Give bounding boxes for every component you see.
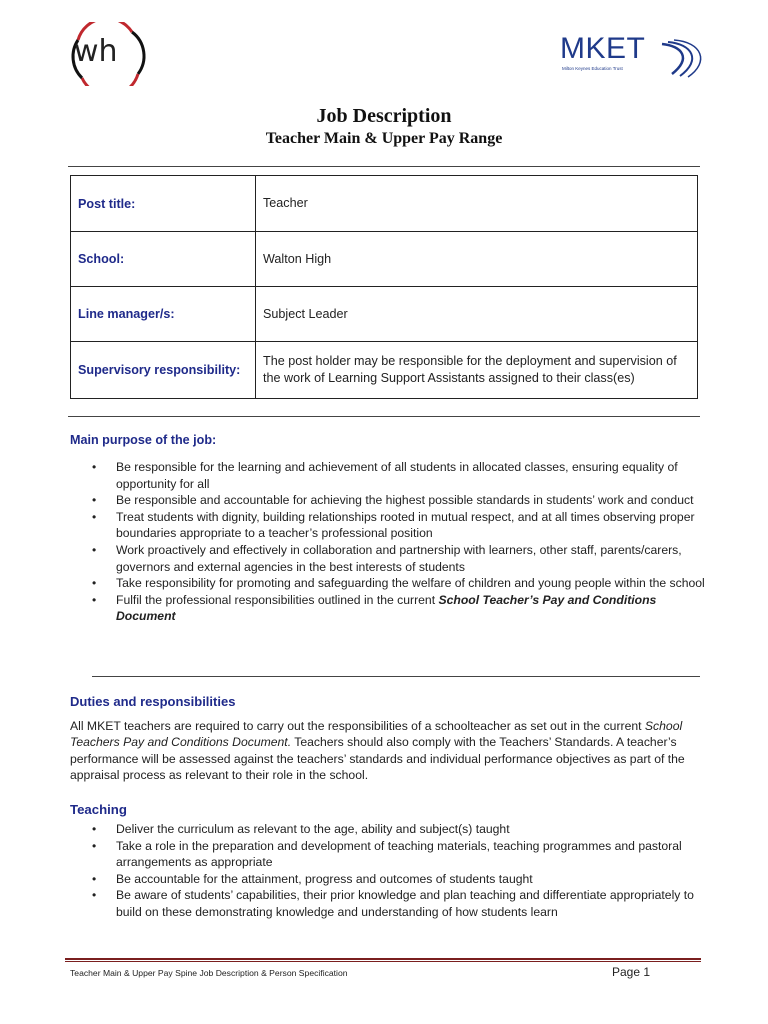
- page-number: Page 1: [612, 965, 651, 979]
- list-item: • Be aware of students’ capabilities, their prior knowledge and plan teaching and differentiate appropriately to build on these demonstrating knowledge and understanding of how students learn: [70, 887, 710, 920]
- list-item: • Deliver the curriculum as relevant to the age, ability and subject(s) taught: [70, 821, 710, 838]
- page-title: Job Description: [316, 105, 452, 127]
- teaching-list: [70, 821, 710, 921]
- page-subtitle: Teacher Main & Upper Pay Range: [265, 130, 503, 147]
- duties-heading: Duties and responsibilities: [70, 694, 236, 709]
- school-label: School:: [71, 232, 256, 287]
- main-purpose-heading: Main purpose of the job:: [70, 433, 217, 447]
- supervisory-value: The post holder may be responsible for the deployment and supervision of the work of Learning Support Assistants assigned to their class(es): [256, 342, 698, 399]
- logo-left-text: wh: [74, 34, 118, 69]
- duties-text-2: Teachers should also comply with the Teachers’ Standards. A teacher’s performance will be assessed against the teachers’ standards and individual performance objectives as part of the appraisal process as relevant to their role in the school.: [70, 735, 685, 782]
- main-purpose-list: [70, 459, 710, 625]
- list-item: • Take a role in the preparation and development of teaching materials, teaching programmes and pastoral arrangements as appropriate: [70, 838, 710, 871]
- table-row: [71, 232, 698, 287]
- walton-high-logo: [68, 22, 150, 86]
- mket-swoosh-icon: [652, 36, 712, 78]
- list-item: • Be accountable for the attainment, progress and outcomes of students taught: [70, 871, 710, 888]
- mket-logo: [560, 32, 710, 82]
- line-manager-label: Line manager/s:: [71, 287, 256, 342]
- duties-paragraph: [70, 718, 700, 783]
- table-divider: [68, 416, 700, 417]
- table-row: [71, 342, 698, 399]
- supervisory-label: Supervisory responsibility:: [71, 342, 256, 399]
- job-info-table: [70, 175, 698, 399]
- teaching-heading: Teaching: [70, 802, 127, 817]
- post-title-value: Teacher: [256, 176, 698, 232]
- list-item: • Work proactively and effectively in collaboration and partnership with learners, other staff, parents/carers, governors and external agencies in the best interests of students: [70, 542, 710, 575]
- post-title-label: Post title:: [71, 176, 256, 232]
- purpose-divider: [92, 676, 700, 677]
- pay-conditions-doc-ref: School Teacher’s Pay and Conditions Document: [116, 592, 657, 624]
- footer-text: Teacher Main & Upper Pay Spine Job Description & Person Specification: [70, 968, 348, 978]
- duties-doc-ref: School Teachers Pay and Conditions Document.: [70, 719, 683, 750]
- list-item-text: Fulfil the professional responsibilities outlined in the current: [116, 592, 439, 607]
- list-item: • Take responsibility for promoting and safeguarding the welfare of children and young people within the school: [70, 575, 710, 592]
- table-row: [71, 287, 698, 342]
- mket-logo-text: MKET: [560, 32, 646, 65]
- school-value: Walton High: [256, 232, 698, 287]
- table-row: [71, 176, 698, 232]
- list-item: • Be responsible for the learning and achievement of all students in allocated classes, ensuring equality of opportunity for all: [70, 459, 710, 492]
- footer-rule: [65, 961, 701, 962]
- duties-text-1: All MKET teachers are required to carry out the responsibilities of a schoolteacher as set out in the current: [70, 719, 645, 733]
- title-divider: [68, 166, 700, 167]
- line-manager-value: Subject Leader: [256, 287, 698, 342]
- list-item: • Treat students with dignity, building relationships rooted in mutual respect, and at all times observing proper boundaries appropriate to a teacher’s professional position: [70, 509, 710, 542]
- footer-rule: [65, 958, 701, 960]
- list-item: • Be responsible and accountable for achieving the highest possible standards in students’ work and conduct: [70, 492, 710, 509]
- mket-logo-subtext: Milton Keynes Education Trust: [562, 66, 623, 71]
- list-item: [70, 592, 710, 625]
